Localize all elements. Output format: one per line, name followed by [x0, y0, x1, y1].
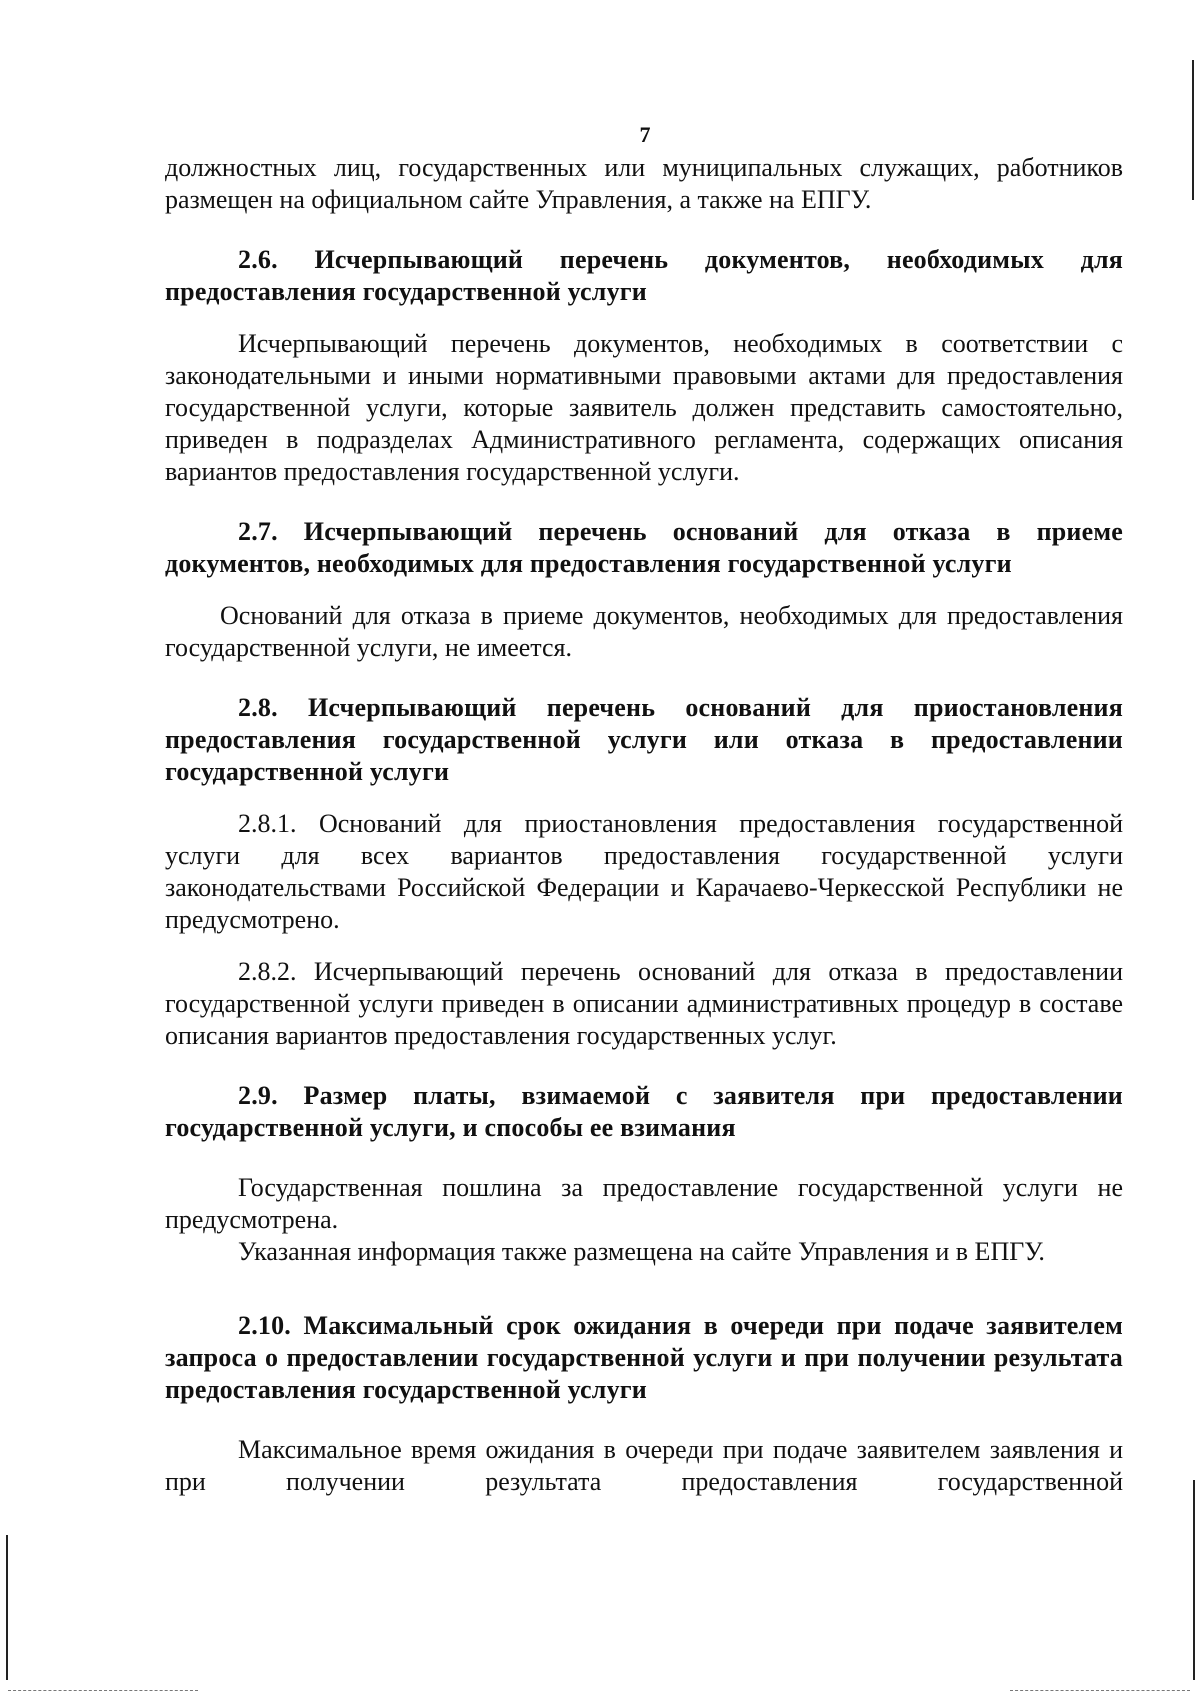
section-heading-2-7: 2.7. Исчерпывающий перечень оснований для отказа в приеме документов, необходимых для предоставления государственной услуги [165, 517, 1123, 578]
paragraph-2-8-1: 2.8.1. Оснований для приостановления предоставления государственной услуги для всех вариантов предоставления государственной услуги законодательствами Российской Федерации и Карачаево-Черкесской Республики не предусмотрено. [165, 809, 1123, 934]
paragraph-2-6: Исчерпывающий перечень документов, необходимых в соответствии с законодательными и иными нормативными правовыми актами для предоставления государственной услуги, которые заявитель должен представить самостоятельно, приведен в подразделах Административного регламента, содержащих описания вариантов предоставления государственной услуги. [165, 329, 1123, 486]
paragraph-2-9-fee: Государственная пошлина за предоставление государственной услуги не предусмотрена. [165, 1173, 1123, 1234]
scan-edge-dash-right [1010, 1690, 1190, 1691]
paragraph-2-9-info: Указанная информация также размещена на сайте Управления и в ЕПГУ. [238, 1237, 1045, 1266]
page-number: 7 [639, 122, 651, 147]
section-heading-2-9: 2.9. Размер платы, взимаемой с заявителя при предоставлении государственной услуги, и способы ее взимания [165, 1081, 1123, 1142]
scan-edge-mark-bottom-right [1193, 1480, 1195, 1680]
paragraph-2-8-2: 2.8.2. Исчерпывающий перечень оснований для отказа в предоставлении государственной услуги приведен в описании административных процедур в составе описания вариантов предоставления государственных услуг. [165, 957, 1123, 1050]
section-heading-2-6: 2.6. Исчерпывающий перечень документов, необходимых для предоставления государственной услуги [165, 245, 1123, 306]
scan-edge-mark-bottom-left [6, 1535, 8, 1680]
scan-edge-mark-top [1192, 60, 1194, 200]
scan-edge-dash-left [8, 1690, 198, 1691]
paragraph-2-10: Максимальное время ожидания в очереди при подаче заявителем заявления и при получении результата предоставления государственной [165, 1435, 1123, 1496]
paragraph-continuation: должностных лиц, государственных или муниципальных служащих, работников размещен на официальном сайте Управления, а также на ЕПГУ. [165, 153, 1123, 214]
paragraph-2-7: Оснований для отказа в приеме документов, необходимых для предоставления государственной услуги, не имеется. [165, 601, 1123, 662]
document-body [165, 152, 1123, 1498]
section-heading-2-10: 2.10. Максимальный срок ожидания в очереди при подаче заявителем запроса о предоставлении государственной услуги и при получении результата предоставления государственной услуги [165, 1311, 1123, 1404]
section-heading-2-8: 2.8. Исчерпывающий перечень оснований для приостановления предоставления государственной услуги или отказа в предоставлении государственной услуги [165, 693, 1123, 786]
